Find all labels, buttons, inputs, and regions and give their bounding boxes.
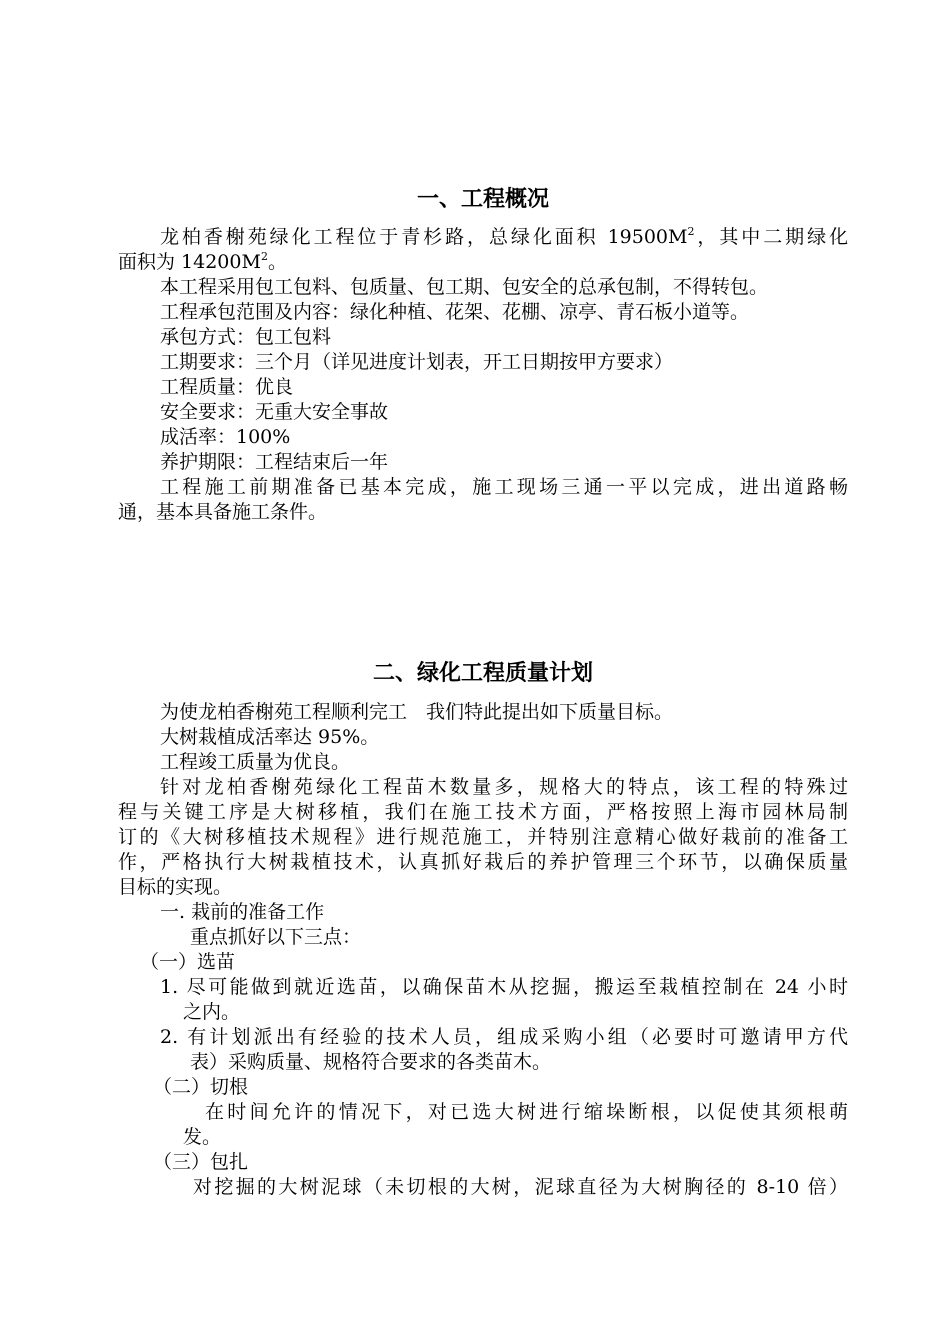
body-line4: 作，严格执行大树栽植技术，认真抓好栽后的养护管理三个环节，以确保质量 [118,851,848,873]
item1-title: （一）选苗 [140,951,236,973]
item3-title: （三）包扎 [153,1151,249,1173]
item1-point1-line2: 之内。 [183,1001,241,1023]
item3-line1: 对挖掘的大树泥球（未切根的大树，泥球直径为大树胸径的 8-10 倍） [193,1176,848,1198]
item2-title: （二）切根 [153,1076,249,1098]
goal1-line: 大树栽植成活率达 95%。 [160,726,380,748]
para1-line2-tail: 。 [267,251,287,273]
body-line2: 程与关键工序是大树移植，我们在施工技术方面，严格按照上海市园林局制 [118,801,848,823]
maintenance-line: 养护期限：工程结束后一年 [160,451,389,473]
prep-line1: 工程施工前期准备已基本完成，施工现场三通一平以完成，进出道路畅 [160,476,848,498]
scope-line: 工程承包范围及内容：绿化种植、花架、花棚、凉亭、青石板小道等。 [160,301,750,323]
para1-line1 [160,225,848,252]
item2-line2: 发。 [183,1126,222,1148]
para1-tail: ，其中二期绿化 [694,226,848,248]
contract-line: 本工程采用包工包料、包质量、包工期、包安全的总承包制，不得转包。 [160,276,769,298]
section1-title: 一、工程概况 [416,187,549,212]
item2-line1: 在时间允许的情况下，对已选大树进行缩垛断根，以促使其须根萌 [205,1101,848,1123]
para1-line2-text: 面积为 14200M [118,251,261,273]
intro-line: 为使龙柏香榭苑工程顺利完工 我们特此提出如下质量目标。 [160,701,674,723]
para1-line2 [118,250,287,277]
subsection1-title: 一. 栽前的准备工作 [160,901,325,923]
survival-line: 成活率：100% [160,426,291,448]
body-line3: 订的《大树移植技术规程》进行规范施工，并特别注意精心做好栽前的准备工 [118,826,848,848]
body-line1: 针对龙柏香榭苑绿化工程苗木数量多，规格大的特点，该工程的特殊过 [160,776,848,798]
item1-point2-line2: 表）采购质量、规格符合要求的各类苗木。 [190,1051,552,1073]
subsection1-note: 重点抓好以下三点： [190,926,362,948]
quality-line: 工程质量：优良 [160,376,294,398]
prep-line2: 通，基本具备施工条件。 [118,501,328,523]
safety-line: 安全要求：无重大安全事故 [160,401,389,423]
superscript: 2 [260,250,268,263]
period-line: 工期要求：三个月（详见进度计划表，开工日期按甲方要求） [160,351,674,373]
para1-text: 龙柏香榭苑绿化工程位于青杉路，总绿化面积 19500M [160,226,688,248]
item1-point1-line1: 1. 尽可能做到就近选苗，以确保苗木从挖掘，搬运至栽植控制在 24 小时 [160,976,848,998]
superscript: 2 [687,225,695,238]
item1-point2-line1: 2. 有计划派出有经验的技术人员，组成采购小组（必要时可邀请甲方代 [160,1026,848,1048]
body-line5: 目标的实现。 [118,876,233,898]
goal2-line: 工程竣工质量为优良。 [160,751,351,773]
section2-title: 二、绿化工程质量计划 [372,661,593,686]
method-line: 承包方式：包工包料 [160,326,332,348]
